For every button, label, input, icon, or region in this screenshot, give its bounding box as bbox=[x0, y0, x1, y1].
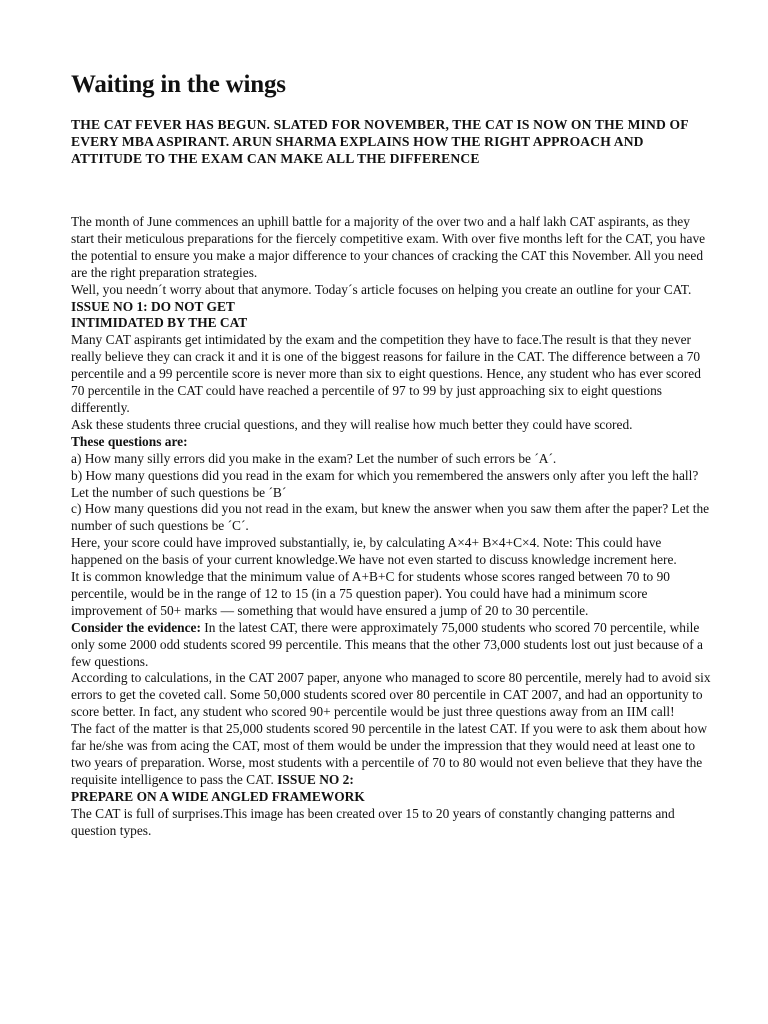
question-b: b) How many questions did you read in the exam for which you remembered the answers only after you left the hall? Let the number of such questions be ´B´ bbox=[71, 467, 699, 500]
question-c: c) How many questions did you not read in the exam, but knew the answer when you saw them after the paper? Let the number of such questions be ´C´. bbox=[71, 501, 710, 534]
paragraph-score-improvement: Here, your score could have improved substantially, ie, by calculating A×4+ B×4+C×4. Note: This could have happened on the basis of your current knowledge.We have not even started to discuss knowledge increment here. bbox=[71, 535, 677, 568]
paragraph-intimidation: Many CAT aspirants get intimidated by the exam and the competition they have to face.The result is that they never really believe they can crack it and it is one of the biggest reasons for failure in the CAT. The difference between a 70 percentile and a 99 percentile score is never more than six to eight questions. Hence, any student who has ever scored 70 percentile in the CAT could have reached a percentile of 97 to 99 by just approaching six to eight questions differently. bbox=[71, 332, 701, 415]
questions-label: These questions are: bbox=[71, 433, 188, 449]
issue-1-heading-line-2: INTIMIDATED BY THE CAT bbox=[71, 315, 248, 331]
evidence-label: Consider the evidence: bbox=[71, 619, 201, 635]
issue-2-heading-part-1: ISSUE NO 2: bbox=[277, 771, 354, 787]
issue-2-heading-part-2: PREPARE ON A WIDE ANGLED FRAMEWORK bbox=[71, 788, 365, 804]
paragraph-questions-intro: Ask these students three crucial questions, and they will realise how much better they could have scored. bbox=[71, 416, 633, 432]
evidence-text: In the latest CAT, there were approximately 75,000 students who scored 70 percentile, while only some 2000 odd students scored 99 percentile. This means that the other 73,000 students lost out just because of a few questions. bbox=[71, 619, 703, 669]
article-body bbox=[71, 214, 711, 840]
paragraph-intro: The month of June commences an uphill battle for a majority of the over two and a half lakh CAT aspirants, as they start their meticulous preparations for the fiercely competitive exam. With over five months left for the CAT, you have the potential to ensure you make a major difference to your chances of cracking the CAT this November. All you need are the right preparation strategies. bbox=[71, 214, 706, 280]
article bbox=[71, 68, 711, 840]
article-deck: THE CAT FEVER HAS BEGUN. SLATED FOR NOVEMBER, THE CAT IS NOW ON THE MIND OF EVERY MBA ASPIRANT. ARUN SHARMA EXPLAINS HOW THE RIGHT APPROACH AND ATTITUDE TO THE EXAM CAN MAKE ALL THE DIFFERENCE bbox=[71, 117, 689, 166]
paragraph-evidence bbox=[71, 620, 711, 671]
issue-1-heading-line-1: ISSUE NO 1: DO NOT GET bbox=[71, 298, 235, 314]
fact-text: The fact of the matter is that 25,000 students scored 90 percentile in the latest CAT. If you were to ask them about how far he/she was from acing the CAT, most of them would be under the impression that they would need at least one to two years of preparation. Worse, most students with a percentile of 70 to 80 would not even believe that they have the requisite intelligence to pass the CAT. bbox=[71, 721, 708, 787]
paragraph-cat-2007: According to calculations, in the CAT 2007 paper, anyone who managed to score 80 percentile, merely had to avoid six errors to get the coveted call. Some 50,000 students scored over 80 percentile in CAT 2007, and had an opportunity to score better. In fact, any student who scored 90+ percentile would be just three questions away from an IIM call! bbox=[71, 670, 711, 720]
paragraph-fact bbox=[71, 721, 711, 789]
article-title: Waiting in the wings bbox=[71, 71, 286, 98]
paragraph-surprises: The CAT is full of surprises.This image has been created over 15 to 20 years of constantly changing patterns and question types. bbox=[71, 805, 675, 838]
paragraph-common-knowledge: It is common knowledge that the minimum value of A+B+C for students whose scores ranged between 70 to 90 percentile, would be in the range of 12 to 15 (in a 75 question paper). You could have had a minimum score improvement of 50+ marks — something that would have ensured a jump of 20 to 30 percentile. bbox=[71, 569, 670, 618]
paragraph-outline: Well, you needn´t worry about that anymore. Today´s article focuses on helping you create an outline for your CAT. bbox=[71, 281, 692, 297]
question-a: a) How many silly errors did you make in the exam? Let the number of such errors be ´A´. bbox=[71, 450, 557, 466]
